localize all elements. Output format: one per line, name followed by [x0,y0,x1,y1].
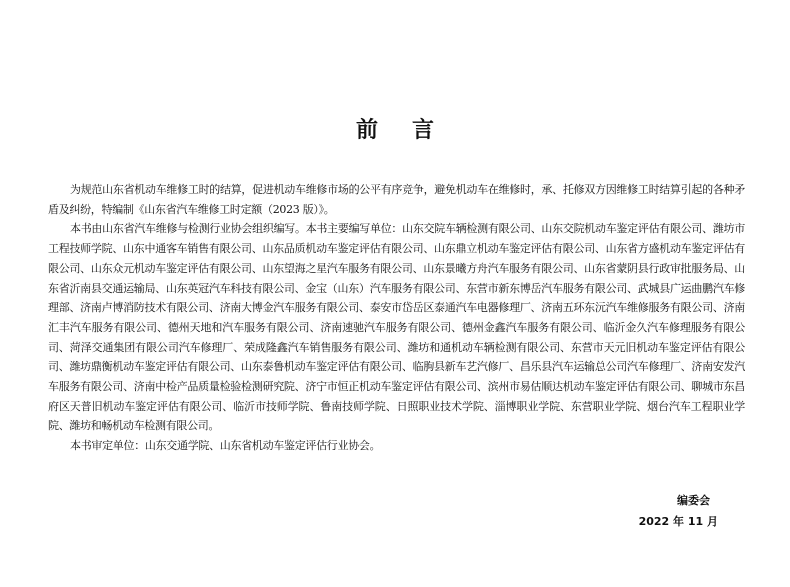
paragraph-reviewers: 本书审定单位：山东交通学院、山东省机动车鉴定评估行业协会。 [70,439,381,453]
paragraph-authors: 本书由山东省汽车维修与检测行业协会组织编写。本书主要编写单位：山东交院车辆检测有限公司、山东交院机动车鉴定评估有限公司、潍坊市工程技师学院、山东中通客车销售有限公司、山东品质机动车鉴定评估有限公司、山东鼎立机动车鉴定评估有限公司、山东省方盛机动车鉴定评估有限公司、山东众元机动车鉴定评估有限公司、山东望海之星汽车服务有限公司、山东景曦方舟汽车服务有限公司、山东省蒙阴县行政审批服务局、山东省沂南县交通运输局、山东英冠汽车科技有限公司、金宝（山东）汽车服务有限公司、东营市新东博岳汽车服务有限公司、武城县广运曲鹏汽车修理部、济南卢博消防技术有限公司、济南大博金汽车服务有限公司、泰安市岱岳区泰通汽车电器修理厂、济南五环东沅汽车维修服务有限公司、济南汇丰汽车服务有限公司、德州天地和汽车服务有限公司、济南速驰汽车服务有限公司、德州金鑫汽车服务有限公司、临沂金久汽车修理服务有限公司、菏泽交通集团有限公司汽车修理厂、荣成隆鑫汽车销售服务有限公司、潍坊和通机动车辆检测有限公司、东营市天元旧机动车鉴定评估有限公司、潍坊鼎衡机动车鉴定评估有限公司、山东泰鲁机动车鉴定评估有限公司、临朐县新车艺汽修厂、昌乐县汽车运输总公司汽车修理厂、济南安发汽车服务有限公司、济南中检产品质量检验检测研究院、济宁市恒正机动车鉴定评估有限公司、滨州市易估顺达机动车鉴定评估有限公司、聊城市东昌府区天普旧机动车鉴定评估有限公司、临沂市技师学院、鲁南技师学院、日照职业技术学院、淄博职业学院、东营职业学院、烟台汽车工程职业学院、潍坊和畅机动车检测有限公司。 [48,222,745,433]
editorial-committee: 编委会 [677,494,710,507]
paragraph-purpose: 为规范山东省机动车维修工时的结算，促进机动车维修市场的公平有序竞争，避免机动车在维修时，承、托修双方因维修工时结算引起的各种矛盾及纠纷，特编制《山东省汽车维修工时定额（2023 版）》。 [48,183,745,216]
signature-date: 2022 年 11 月 [638,515,718,528]
page-title: 前言 [355,118,468,143]
preface-body [48,180,745,456]
signature-block [639,490,718,532]
